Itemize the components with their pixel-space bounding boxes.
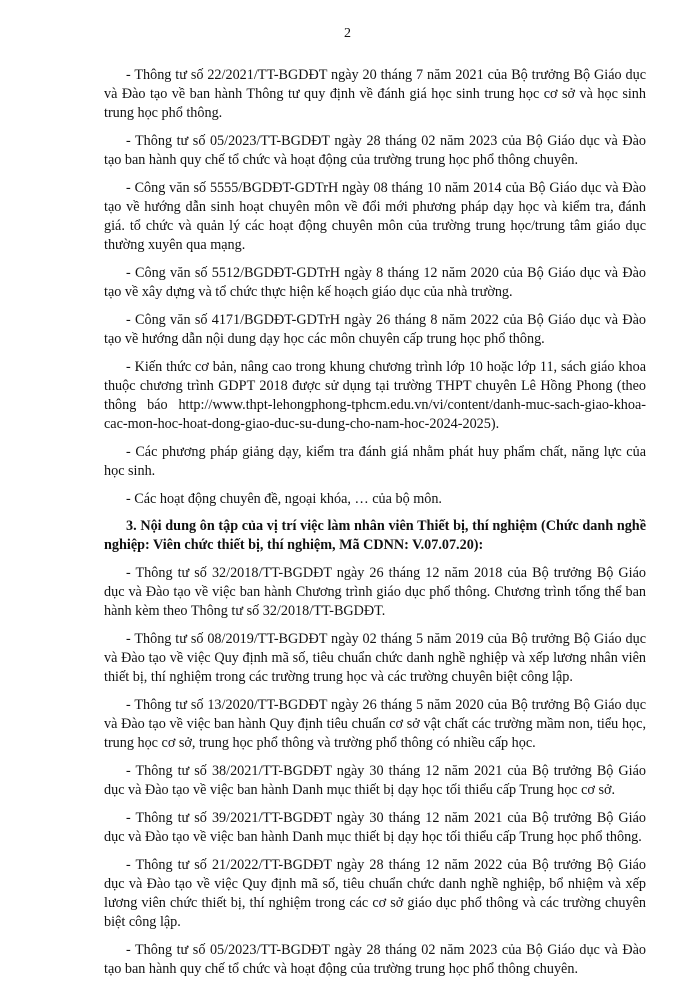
paragraph-circular-05-2023: - Thông tư số 05/2023/TT-BGDĐT ngày 28 tháng 02 năm 2023 của Bộ Giáo dục và Đào tạo ban hành quy chế tổ chức và hoạt động của trường trung học phổ thông chuyên. — [104, 133, 646, 169]
paragraph-extracurricular: - Các hoạt động chuyên đề, ngoại khóa, … của bộ môn. — [126, 490, 442, 507]
section-heading-equipment-staff: 3. Nội dung ôn tập của vị trí việc làm nhân viên Thiết bị, thí nghiệm (Chức danh nghề nghiệp: Viên chức thiết bị, thí nghiệm, Mã CDNN: V.07.07.20): — [104, 518, 646, 554]
paragraph-circular-13-2020: - Thông tư số 13/2020/TT-BGDĐT ngày 26 tháng 5 năm 2020 của Bộ trưởng Bộ Giáo dục và Đào tạo về việc ban hành Quy định tiêu chuẩn cơ sở vật chất các trường mầm non, tiểu học, trung học cơ sở, trung học phổ thông và trường phổ thông có nhiều cấp học. — [104, 696, 646, 752]
document-body — [104, 66, 646, 988]
paragraph-circular-32-2018: - Thông tư số 32/2018/TT-BGDĐT ngày 26 tháng 12 năm 2018 của Bộ trưởng Bộ Giáo dục và Đào tạo về việc ban hành Chương trình giáo dục phổ thông. Chương trình tổng thể ban hành kèm theo Thông tư số 32/2018/TT-BGDĐT. — [104, 564, 646, 620]
paragraph-circular-21-2022: - Thông tư số 21/2022/TT-BGDĐT ngày 28 tháng 12 năm 2022 của Bộ trưởng Bộ Giáo dục và Đào tạo về việc Quy định mã số, tiêu chuẩn chức danh nghề nghiệp, bổ nhiệm và xếp lương viên chức thiết bị, thí nghiệm trong các cơ sở giáo dục phổ thông và các trường chuyên biệt công lập. — [104, 856, 646, 931]
paragraph-dispatch-5555: - Công văn số 5555/BGDĐT-GDTrH ngày 08 tháng 10 năm 2014 của Bộ Giáo dục và Đào tạo về hướng dẫn sinh hoạt chuyên môn về đổi mới phương pháp dạy học và kiểm tra, đánh giá. tổ chức và quản lý các hoạt động chuyên môn của trường trung học/trung tâm giáo dục thường xuyên qua mạng. — [104, 179, 646, 254]
paragraph-textbook-knowledge: - Kiến thức cơ bản, nâng cao trong khung chương trình lớp 10 hoặc lớp 11, sách giáo khoa thuộc chương trình GDPT 2018 được sử dụng tại trường THPT chuyên Lê Hồng Phong (theo thông báo http://www.thpt-lehongphong-tphcm.edu.vn/vi/content/danh-muc-sach-giao-khoa-cac-mon-hoc-hoat-dong-giao-duc-su-dung-cho-nam-hoc-2024-2025). — [104, 358, 646, 433]
paragraph-dispatch-5512: - Công văn số 5512/BGDĐT-GDTrH ngày 8 tháng 12 năm 2020 của Bộ Giáo dục và Đào tạo về xây dựng và tổ chức thực hiện kế hoạch giáo dục của nhà trường. — [104, 265, 646, 301]
paragraph-circular-38-2021: - Thông tư số 38/2021/TT-BGDĐT ngày 30 tháng 12 năm 2021 của Bộ trưởng Bộ Giáo dục và Đào tạo về việc ban hành Danh mục thiết bị dạy học tối thiểu cấp Trung học cơ sở. — [104, 762, 646, 799]
paragraph-teaching-methods: - Các phương pháp giảng dạy, kiểm tra đánh giá nhằm phát huy phẩm chất, năng lực của học sinh. — [104, 443, 646, 479]
paragraph-dispatch-4171: - Công văn số 4171/BGDĐT-GDTrH ngày 26 tháng 8 năm 2022 của Bộ Giáo dục và Đào tạo về hướng dẫn nội dung dạy học các môn chuyên cấp trung học phổ thông. — [104, 311, 646, 347]
paragraph-circular-08-2019: - Thông tư số 08/2019/TT-BGDĐT ngày 02 tháng 5 năm 2019 của Bộ trưởng Bộ Giáo dục và Đào tạo về việc Quy định mã số, tiêu chuẩn chức danh nghề nghiệp và xếp lương nhân viên thiết bị, thí nghiệm trong các trường trung học và các trường chuyên biệt công lập. — [104, 630, 646, 686]
paragraph-circular-05-2023-repeat: - Thông tư số 05/2023/TT-BGDĐT ngày 28 tháng 02 năm 2023 của Bộ Giáo dục và Đào tạo ban hành quy chế tổ chức và hoạt động của trường trung học phổ thông chuyên. — [104, 941, 646, 977]
paragraph-circular-39-2021: - Thông tư số 39/2021/TT-BGDĐT ngày 30 tháng 12 năm 2021 của Bộ trưởng Bộ Giáo dục và Đào tạo về việc ban hành Danh mục thiết bị dạy học tối thiểu cấp Trung học phổ thông. — [104, 809, 646, 845]
paragraph-circular-22-2021: - Thông tư số 22/2021/TT-BGDĐT ngày 20 tháng 7 năm 2021 của Bộ trưởng Bộ Giáo dục và Đào tạo về ban hành Thông tư quy định về đánh giá học sinh trung học cơ sở và học sinh trung học phổ thông. — [104, 67, 646, 122]
page-number: 2 — [344, 26, 351, 41]
